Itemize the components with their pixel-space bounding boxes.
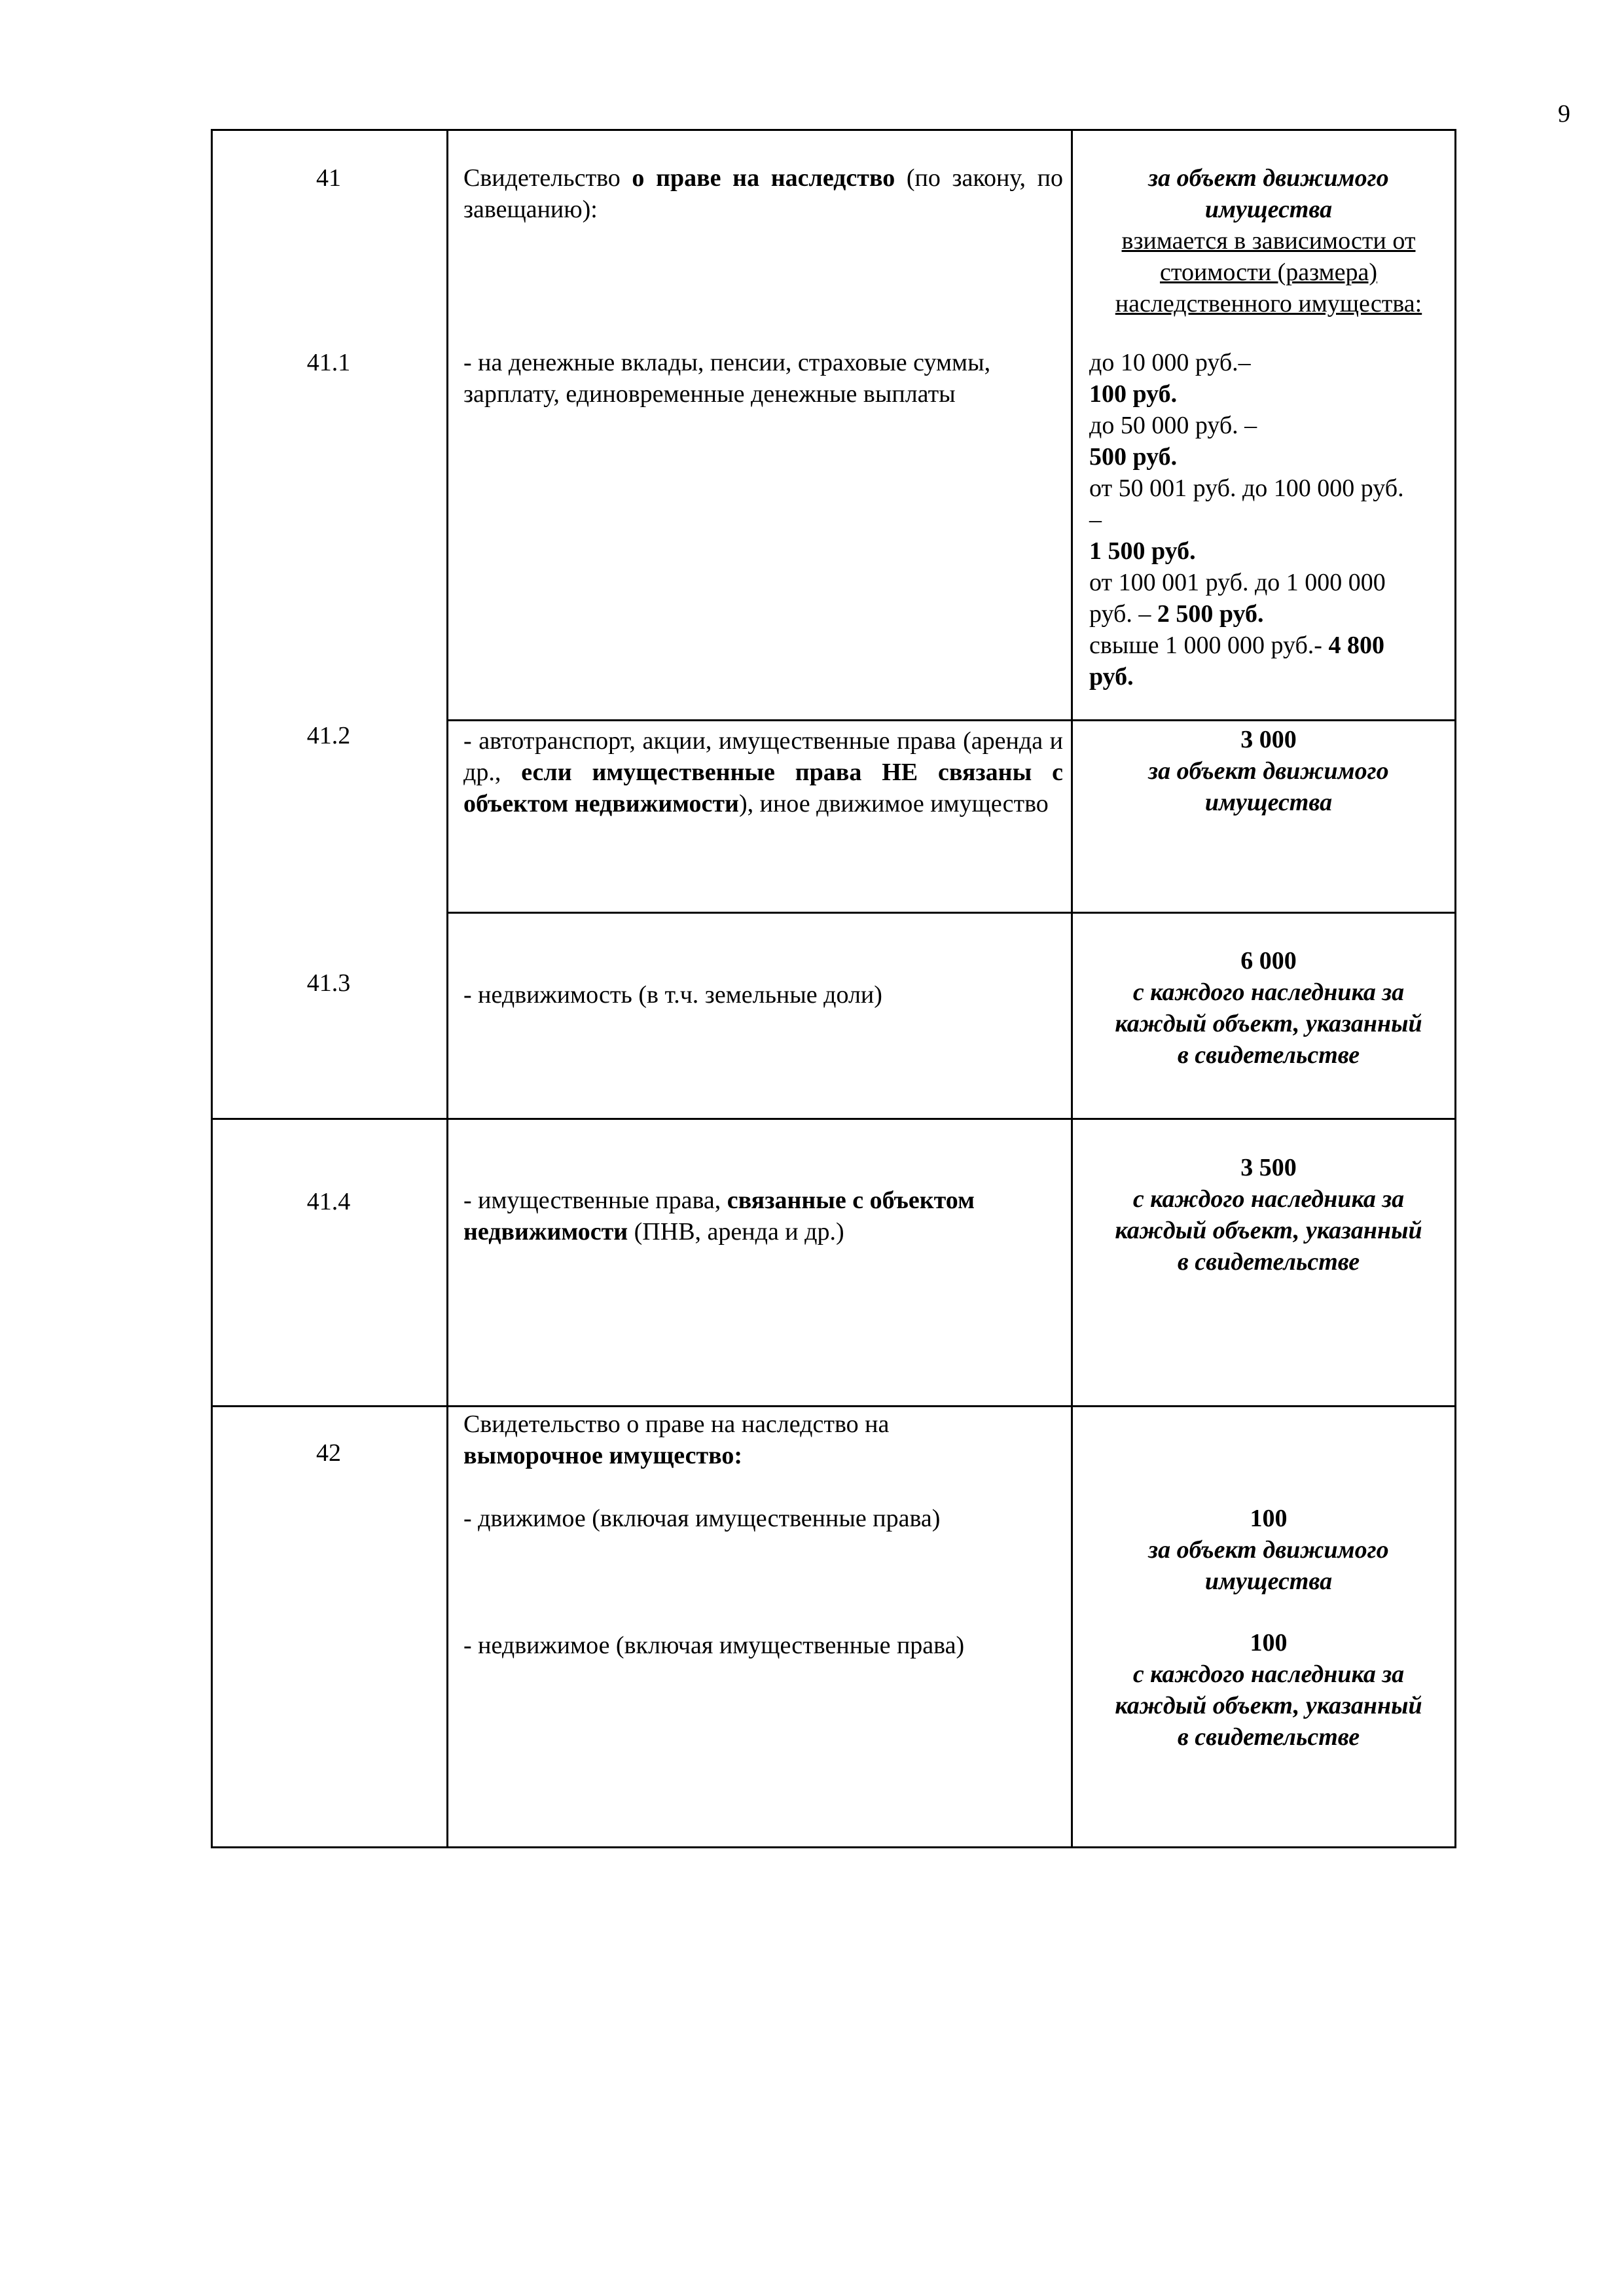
fee-42-2-amount: 100 xyxy=(1250,1629,1288,1657)
row-42-subtitle: выморочное имущество: xyxy=(463,1442,743,1469)
fee-42-movable xyxy=(1085,1503,1452,1597)
table-divider-desc xyxy=(1071,130,1073,1848)
fee-41-3 xyxy=(1085,945,1452,1071)
fee-42-immovable xyxy=(1085,1627,1452,1753)
fee-41-2-line-2: имущества xyxy=(1204,789,1333,816)
fee-41-note-2: стоимости (размера) xyxy=(1159,259,1378,286)
table-border-left xyxy=(211,130,213,1848)
page-number: 9 xyxy=(1558,100,1570,128)
table-border-bottom xyxy=(211,1846,1456,1848)
fee-41-1-line-1: до 10 000 руб.– xyxy=(1089,349,1251,376)
fee-42-1-line-2: имущества xyxy=(1204,1568,1333,1595)
row-divider-41-2 xyxy=(446,912,1456,914)
row-description-41-3: - недвижимость (в т.ч. земельные доли) xyxy=(463,981,882,1009)
fee-41-4-line-3: в свидетельстве xyxy=(1177,1248,1360,1276)
fee-41-1-line-7: 1 500 руб. xyxy=(1089,537,1196,565)
row-42-title: Свидетельство о праве на наследство на xyxy=(463,1410,890,1438)
fee-41 xyxy=(1085,162,1452,319)
fee-42-2-line-1: с каждого наследника за xyxy=(1132,1660,1405,1688)
fee-41-1-line-8: от 100 001 руб. до 1 000 000 xyxy=(1089,569,1386,596)
fee-41-4 xyxy=(1085,1152,1452,1278)
fee-41-note-1: взимается в зависимости от xyxy=(1121,227,1416,255)
fee-41-2-amount: 3 000 xyxy=(1240,726,1297,753)
row-42-item-immovable: - недвижимое (включая имущественные права) xyxy=(463,1632,965,1659)
row-number-41-2: 41.2 xyxy=(306,722,351,749)
fee-41-1-line-5: от 50 001 руб. до 100 000 руб. xyxy=(1089,475,1404,502)
fee-42-1-amount: 100 xyxy=(1250,1505,1288,1532)
row-description-41: Свидетельство о праве на наследство (по закону, по завещанию): xyxy=(463,164,1063,223)
row-42-item-movable: - движимое (включая имущественные права) xyxy=(463,1505,941,1532)
fee-41-1-line-6: – xyxy=(1089,506,1102,533)
fee-41-title-2: имущества xyxy=(1204,196,1333,223)
fee-41-1-line-2: 100 руб. xyxy=(1089,380,1178,408)
fee-41-1 xyxy=(1089,347,1452,692)
fee-41-2 xyxy=(1085,724,1452,818)
fee-41-4-line-1: с каждого наследника за xyxy=(1132,1185,1405,1213)
fee-41-title-1: за объект движимого xyxy=(1148,164,1389,192)
row-number-41-3: 41.3 xyxy=(306,969,351,997)
fee-41-4-line-2: каждый объект, указанный xyxy=(1115,1217,1422,1244)
fee-41-3-amount: 6 000 xyxy=(1240,947,1297,975)
row-number-41-4: 41.4 xyxy=(306,1188,351,1215)
row-divider-41-4 xyxy=(211,1405,1456,1407)
row-description-41-2: - автотранспорт, акции, имущественные права (аренда и др., если имущественные права НЕ связаны с объектом недвижимости), иное движимое имущество xyxy=(463,727,1063,817)
table-border-right xyxy=(1454,130,1456,1848)
table-border-top xyxy=(211,129,1456,131)
fee-41-1-line-4: 500 руб. xyxy=(1089,443,1178,471)
row-description-41-4: - имущественные права, связанные с объектом недвижимости (ПНВ, аренда и др.) xyxy=(463,1187,975,1246)
fee-41-1-line-3: до 50 000 руб. – xyxy=(1089,412,1257,439)
table-divider-num xyxy=(446,130,448,1848)
fee-41-3-line-3: в свидетельстве xyxy=(1177,1041,1360,1069)
fee-41-note-3: наследственного имущества: xyxy=(1115,290,1422,317)
fee-42-2-line-2: каждый объект, указанный xyxy=(1115,1692,1422,1719)
row-number-41-1: 41.1 xyxy=(306,349,351,376)
row-number-41: 41 xyxy=(316,164,341,192)
fee-41-3-line-2: каждый объект, указанный xyxy=(1115,1010,1422,1037)
fee-41-3-line-1: с каждого наследника за xyxy=(1132,978,1405,1006)
fee-41-2-line-1: за объект движимого xyxy=(1148,757,1389,785)
row-number-42: 42 xyxy=(316,1439,341,1467)
fee-42-2-line-3: в свидетельстве xyxy=(1177,1723,1360,1751)
row-description-42 xyxy=(463,1408,1063,1471)
row-description-41-1: - на денежные вклады, пенсии, страховые суммы, зарплату, единовременные денежные выплаты xyxy=(463,349,991,408)
row-divider-41-1 xyxy=(446,719,1456,721)
fee-42-1-line-1: за объект движимого xyxy=(1148,1536,1389,1564)
fee-41-1-line-11: руб. xyxy=(1089,663,1134,691)
fee-41-1-line-9: руб. – 2 500 руб. xyxy=(1089,600,1264,628)
row-divider-41-3 xyxy=(211,1118,1456,1120)
fee-41-4-amount: 3 500 xyxy=(1240,1154,1297,1181)
fee-41-1-line-10: свыше 1 000 000 руб.- 4 800 xyxy=(1089,632,1384,659)
